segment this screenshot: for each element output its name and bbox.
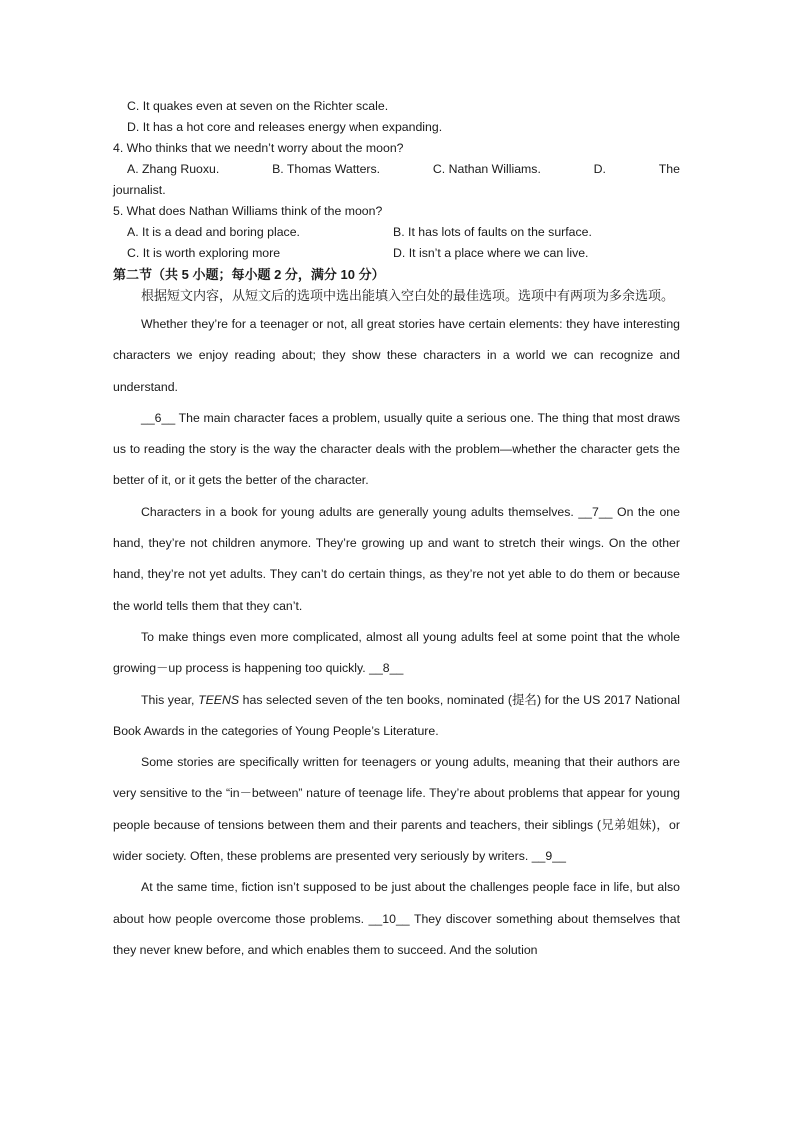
q3-option-d: D. It has a hot core and releases energy when expanding. <box>127 120 443 134</box>
passage-paragraph-4: To make things even more complicated, almost all young adults feel at some point that the whole growing－up process is happening too quickly. __8__ <box>113 629 680 676</box>
section-heading: 第二节（共 5 小题；每小题 2 分，满分 10 分） <box>113 267 385 282</box>
passage-paragraph-7: At the same time, fiction isn’t supposed to be just about the challenges people face in life, but also about how people overcome those problems. __10__ They discover something about themselves that they never knew before, and which enables them to succeed. And the solution <box>113 880 680 957</box>
section-instruction: 根据短文内容，从短文后的选项中选出能填入空白处的最佳选项。选项中有两项为多余选项。 <box>141 288 675 303</box>
q4-option-d-text: The <box>658 162 680 176</box>
exam-page <box>113 96 680 966</box>
passage-paragraph-2: __6__ The main character faces a problem, usually quite a serious one. The thing that most draws us to reading the story is the way the character deals with the problem—whether the character gets the better of it, or it gets the better of the character. <box>113 410 680 488</box>
q5-option-b: B. It has lots of faults on the surface. <box>393 225 592 239</box>
q5-option-c: C. It is worth exploring more <box>127 246 281 260</box>
q5-option-d: D. It isn’t a place where we can live. <box>393 246 589 260</box>
q5-options-row1 <box>113 222 680 243</box>
q4-option-d-continued: journalist. <box>113 183 166 197</box>
teens-title: TEENS <box>198 692 240 707</box>
q5-stem: 5. What does Nathan Williams think of the moon? <box>113 204 383 218</box>
q5-option-a: A. It is a dead and boring place. <box>127 225 300 239</box>
passage-paragraph-5 <box>113 685 680 748</box>
q5-options-row2 <box>113 243 680 264</box>
passage-paragraph-1: Whether they’re for a teenager or not, all great stories have certain elements: they have interesting characters we enjoy reading about; they show these characters in a world we can recognize and understand. <box>113 317 680 394</box>
passage-paragraph-6: Some stories are specifically written for teenagers or young adults, meaning that their authors are very sensitive to the “in－between” nature of teenage life. They’re about problems that appear for young people because of tensions between them and their parents and teachers, their siblings (兄弟姐妹)，or wider society. Often, these problems are presented very seriously by writers. __9__ <box>113 755 680 864</box>
q4-stem: 4. Who thinks that we needn’t worry about the moon? <box>113 141 404 155</box>
q4-options <box>113 159 680 180</box>
q4-option-a: A. Zhang Ruoxu. <box>127 162 220 176</box>
q4-option-d-label: D. <box>593 162 606 176</box>
teens-para-before: This year, <box>141 692 199 707</box>
q4-option-b: B. Thomas Watters. <box>272 162 381 176</box>
q3-option-c: C. It quakes even at seven on the Richter scale. <box>127 99 389 113</box>
teens-para-after: has selected seven of the ten books, nominated (提名) for the US 2017 National Book Awards in the categories of Young People’s Literature. <box>113 692 680 738</box>
q4-option-c: C. Nathan Williams. <box>432 162 541 176</box>
passage-paragraph-3: Characters in a book for young adults are generally young adults themselves. __7__ On the one hand, they’re not children anymore. They’re growing up and want to stretch their wings. On the other hand, they’re not yet adults. They can’t do certain things, as they’re not yet able to do them or because the world tells them that they can’t. <box>113 504 680 613</box>
